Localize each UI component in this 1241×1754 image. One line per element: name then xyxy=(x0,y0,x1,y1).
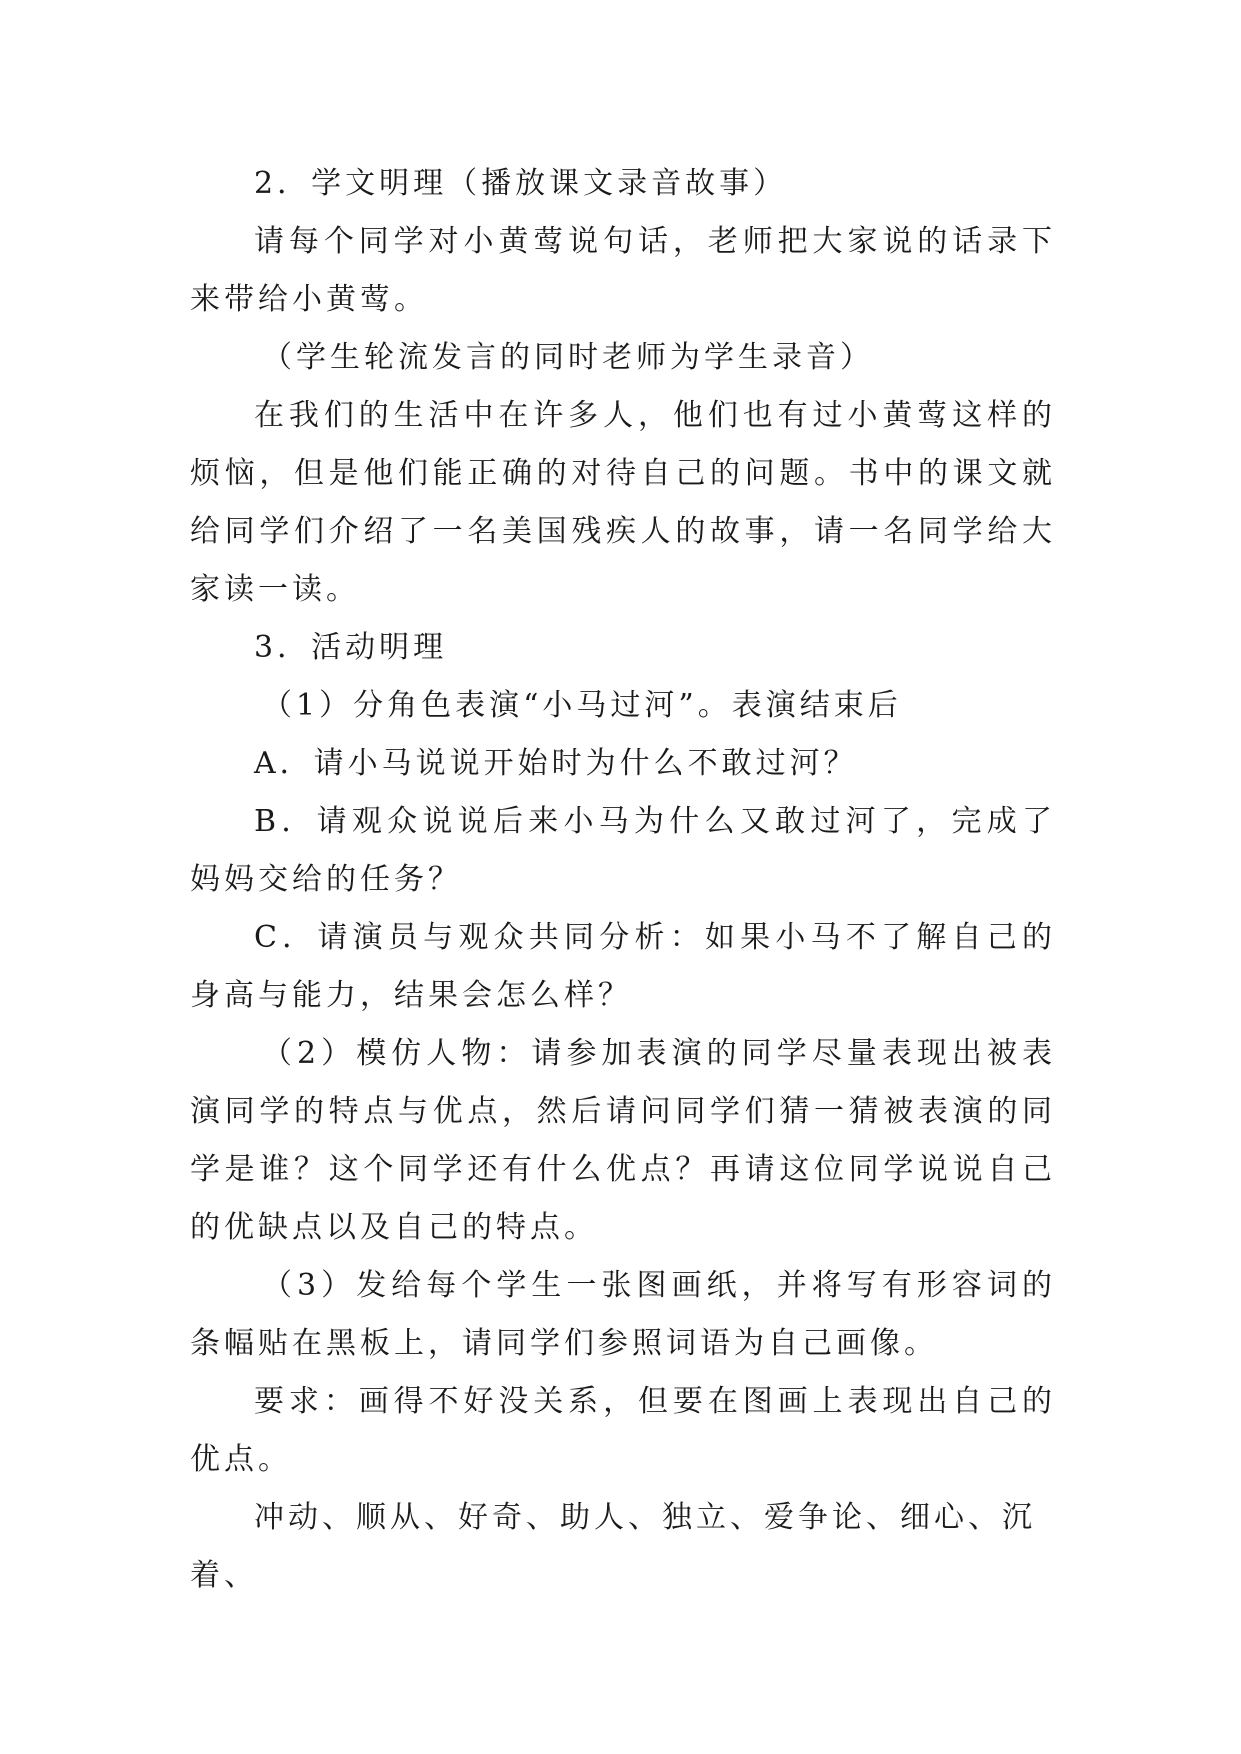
paragraph: 在我们的生活中在许多人，他们也有过小黄莺这样的烦恼，但是他们能正确的对待自己的问题。书中的课文就给同学们介绍了一名美国残疾人的故事，请一名同学给大家读一读。 xyxy=(190,398,1056,607)
paragraph-item-3: （3）发给每个学生一张图画纸，并将写有形容词的条幅贴在黑板上，请同学们参照词语为自己画像。 xyxy=(190,1268,1056,1361)
section-heading-3: 3．活动明理 xyxy=(254,630,448,665)
paragraph-note: （学生轮流发言的同时老师为学生录音） xyxy=(262,340,874,375)
paragraph-item-2: （2）模仿人物：请参加表演的同学尽量表现出被表演同学的特点与优点，然后请问同学们猜一猜被表演的同学是谁？这个同学还有什么优点？再请这位同学说说自己的优缺点以及自己的特点。 xyxy=(190,1036,1056,1245)
paragraph-item-b: B．请观众说说后来小马为什么又敢过河了，完成了妈妈交给的任务？ xyxy=(190,804,1056,897)
paragraph: 请每个同学对小黄莺说句话，老师把大家说的话录下来带给小黄莺。 xyxy=(190,224,1056,317)
paragraph-item-c: C．请演员与观众共同分析：如果小马不了解自己的身高与能力，结果会怎么样？ xyxy=(190,920,1056,1013)
paragraph-item-a: A．请小马说说开始时为什么不敢过河？ xyxy=(254,746,858,781)
paragraph-word-list: 冲动、顺从、好奇、助人、独立、爱争论、细心、沉着、 xyxy=(190,1500,1036,1593)
paragraph-requirement: 要求：画得不好没关系，但要在图画上表现出自己的优点。 xyxy=(190,1384,1056,1477)
paragraph-item-1: （1）分角色表演“小马过河”。表演结束后 xyxy=(262,688,902,723)
document-body xyxy=(190,155,1056,1605)
section-heading-2: 2．学文明理（播放课文录音故事） xyxy=(254,166,788,201)
